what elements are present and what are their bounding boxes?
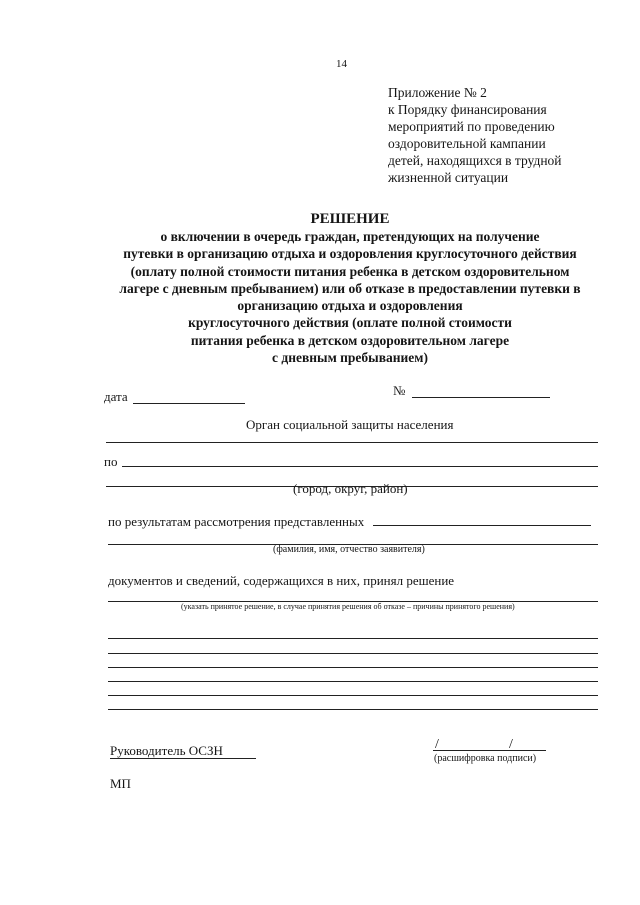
title-line: круглосуточного действия (оплате полной стоимости <box>188 315 512 331</box>
blank-line[interactable] <box>108 638 598 639</box>
number-label: № <box>393 383 406 398</box>
title-line: (оплату полной стоимости питания ребенка в детском оздоровительном <box>130 263 570 279</box>
number-field-line[interactable] <box>412 397 550 398</box>
applicant-hint: (фамилия, имя, отчество заявителя) <box>273 544 425 555</box>
blank-line[interactable] <box>108 667 598 668</box>
appendix-line: мероприятий по проведению <box>388 119 555 134</box>
decision-hint: (указать принятое решение, в случае принятия решения об отказе – причины принятого решения) <box>181 602 515 611</box>
review-field-line[interactable] <box>373 525 591 526</box>
location-hint: (город, округ, район) <box>293 481 408 496</box>
appendix-note <box>388 84 562 186</box>
review-label: по результатам рассмотрения представленных <box>108 514 365 529</box>
po-field-line[interactable] <box>122 466 598 467</box>
blank-line[interactable] <box>108 653 598 654</box>
appendix-line: детей, находящихся в трудной <box>388 153 562 168</box>
documents-label: документов и сведений, содержащихся в них, принял решение <box>108 573 455 588</box>
blank-line[interactable] <box>108 681 598 682</box>
appendix-line: жизненной ситуации <box>388 170 509 185</box>
authority-field-line[interactable] <box>106 442 598 443</box>
blank-line[interactable] <box>108 709 598 710</box>
signature-slash: / <box>435 737 439 752</box>
po-label: по <box>104 454 118 469</box>
date-label: дата <box>104 389 128 404</box>
title-line: путевки в организацию отдыха и оздоровления круглосуточного действия <box>123 246 577 262</box>
blank-line[interactable] <box>108 695 598 696</box>
head-signature-line[interactable] <box>110 758 256 759</box>
date-field-line[interactable] <box>133 403 245 404</box>
document-title <box>90 210 610 366</box>
signature-slash: / <box>509 737 513 752</box>
appendix-line: оздоровительной кампании <box>388 136 546 151</box>
title-line: организацию отдыха и оздоровления <box>237 298 463 314</box>
appendix-line: к Порядку финансирования <box>388 102 547 117</box>
signature-hint: (расшифровка подписи) <box>434 753 537 764</box>
appendix-line: Приложение № 2 <box>388 85 487 100</box>
head-label: Руководитель ОСЗН <box>110 743 223 758</box>
page-number: 14 <box>336 58 347 70</box>
signature-decoding-line[interactable] <box>433 750 546 751</box>
title-main: РЕШЕНИЕ <box>310 211 390 227</box>
title-line: с дневным пребыванием) <box>272 350 428 366</box>
title-line: питания ребенка в детском оздоровительном лагере <box>190 332 510 348</box>
title-line: лагере с дневным пребыванием) или об отказе в предоставлении путевки в <box>119 280 581 296</box>
title-line: о включении в очередь граждан, претендующих на получение <box>160 229 540 244</box>
authority-label: Орган социальной защиты населения <box>246 417 454 432</box>
stamp-label: МП <box>110 776 131 791</box>
